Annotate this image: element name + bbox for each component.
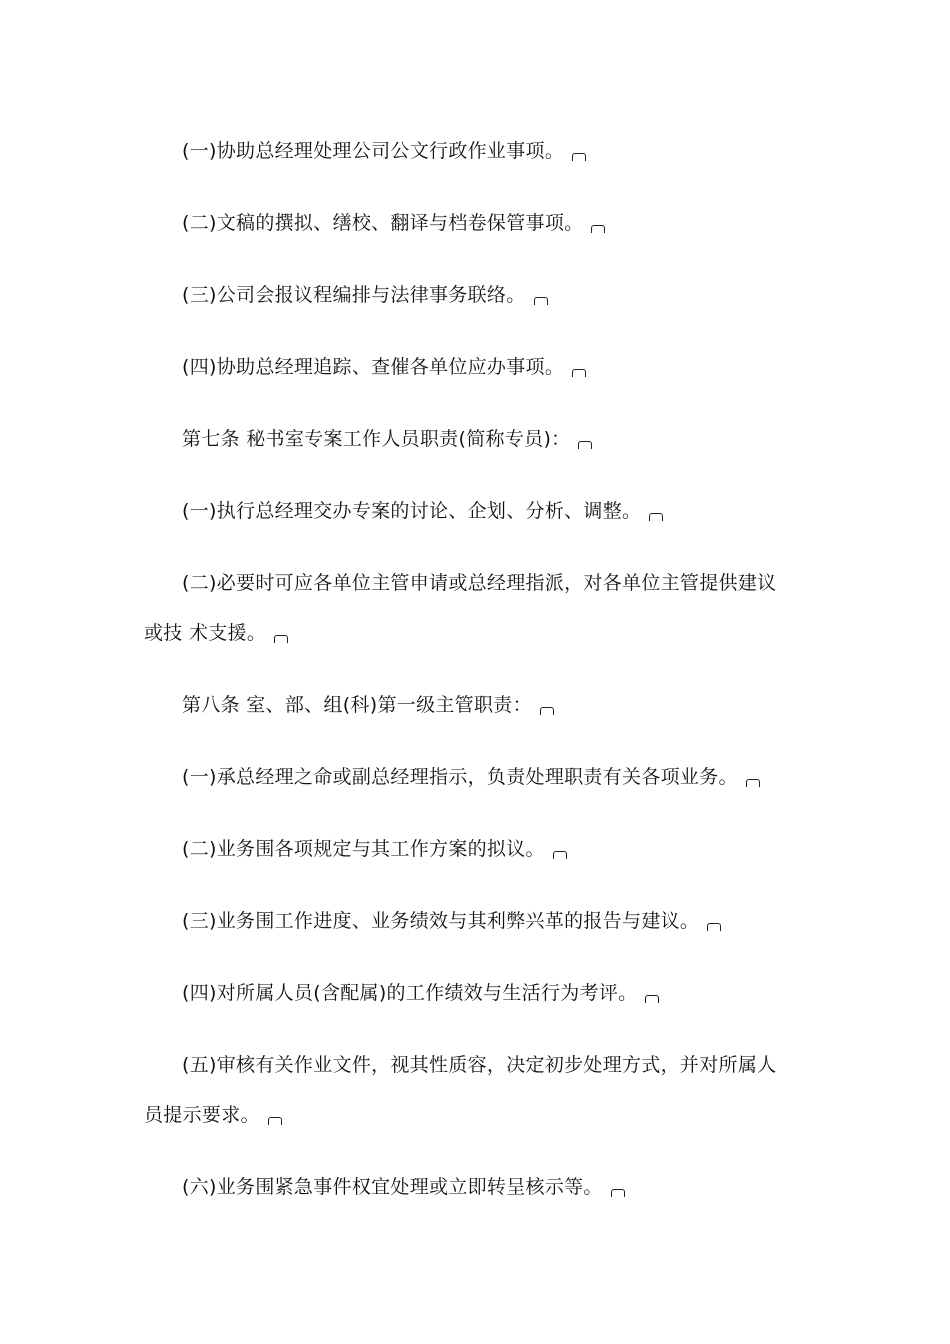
paragraph-mark-icon — [611, 1189, 625, 1197]
paragraph-text: (二)文稿的撰拟、缮校、翻译与档卷保管事项。 — [182, 212, 584, 234]
paragraph-text: (三)业务围工作进度、业务绩效与其利弊兴革的报告与建议。 — [182, 910, 700, 932]
paragraph-7 — [144, 558, 794, 658]
paragraph-mark-icon — [540, 707, 554, 715]
paragraph-text: (五)审核有关作业文件，视其性质容，决定初步处理方式，并对所属人员提示要求。 — [144, 1054, 777, 1126]
paragraph-6 — [144, 486, 794, 536]
paragraph-text: (四)协助总经理追踪、查催各单位应办事项。 — [182, 356, 565, 378]
paragraph-mark-icon — [553, 851, 567, 859]
paragraph-mark-icon — [707, 923, 721, 931]
paragraph-text: 第八条 室、部、组(科)第一级主管职责： — [182, 694, 532, 716]
paragraph-text: (三)公司会报议程编排与法律事务联络。 — [182, 284, 526, 306]
paragraph-text: (四)对所属人员(含配属)的工作绩效与生活行为考评。 — [182, 982, 638, 1004]
paragraph-mark-icon — [578, 441, 592, 449]
paragraph-text: 第七条 秘书室专案工作人员职责(简称专员)： — [182, 428, 571, 450]
paragraph-mark-icon — [645, 995, 659, 1003]
paragraph-mark-icon — [572, 369, 586, 377]
paragraph-4 — [144, 342, 794, 392]
paragraph-mark-icon — [649, 513, 663, 521]
paragraph-text: (二)业务围各项规定与其工作方案的拟议。 — [182, 838, 545, 860]
paragraph-13 — [144, 1040, 794, 1140]
paragraph-text: (一)协助总经理处理公司公文行政作业事项。 — [182, 140, 565, 162]
paragraph-text: (一)承总经理之命或副总经理指示，负责处理职责有关各项业务。 — [182, 766, 738, 788]
paragraph-12 — [144, 968, 794, 1018]
paragraph-mark-icon — [268, 1117, 282, 1125]
paragraph-14 — [144, 1162, 794, 1212]
paragraph-10 — [144, 824, 794, 874]
paragraph-text: (六)业务围紧急事件权宜处理或立即转呈核示等。 — [182, 1176, 603, 1198]
paragraph-text: (二)必要时可应各单位主管申请或总经理指派，对各单位主管提供建议或技 术支援。 — [144, 572, 777, 644]
article-7-heading — [144, 414, 794, 464]
paragraph-mark-icon — [591, 225, 605, 233]
paragraph-mark-icon — [746, 779, 760, 787]
paragraph-mark-icon — [534, 297, 548, 305]
paragraph-3 — [144, 270, 794, 320]
paragraph-text: (一)执行总经理交办专案的讨论、企划、分析、调整。 — [182, 500, 642, 522]
paragraph-1 — [144, 126, 794, 176]
article-8-heading — [144, 680, 794, 730]
paragraph-9 — [144, 752, 794, 802]
paragraph-2 — [144, 198, 794, 248]
paragraph-11 — [144, 896, 794, 946]
paragraph-mark-icon — [274, 635, 288, 643]
paragraph-mark-icon — [572, 153, 586, 161]
